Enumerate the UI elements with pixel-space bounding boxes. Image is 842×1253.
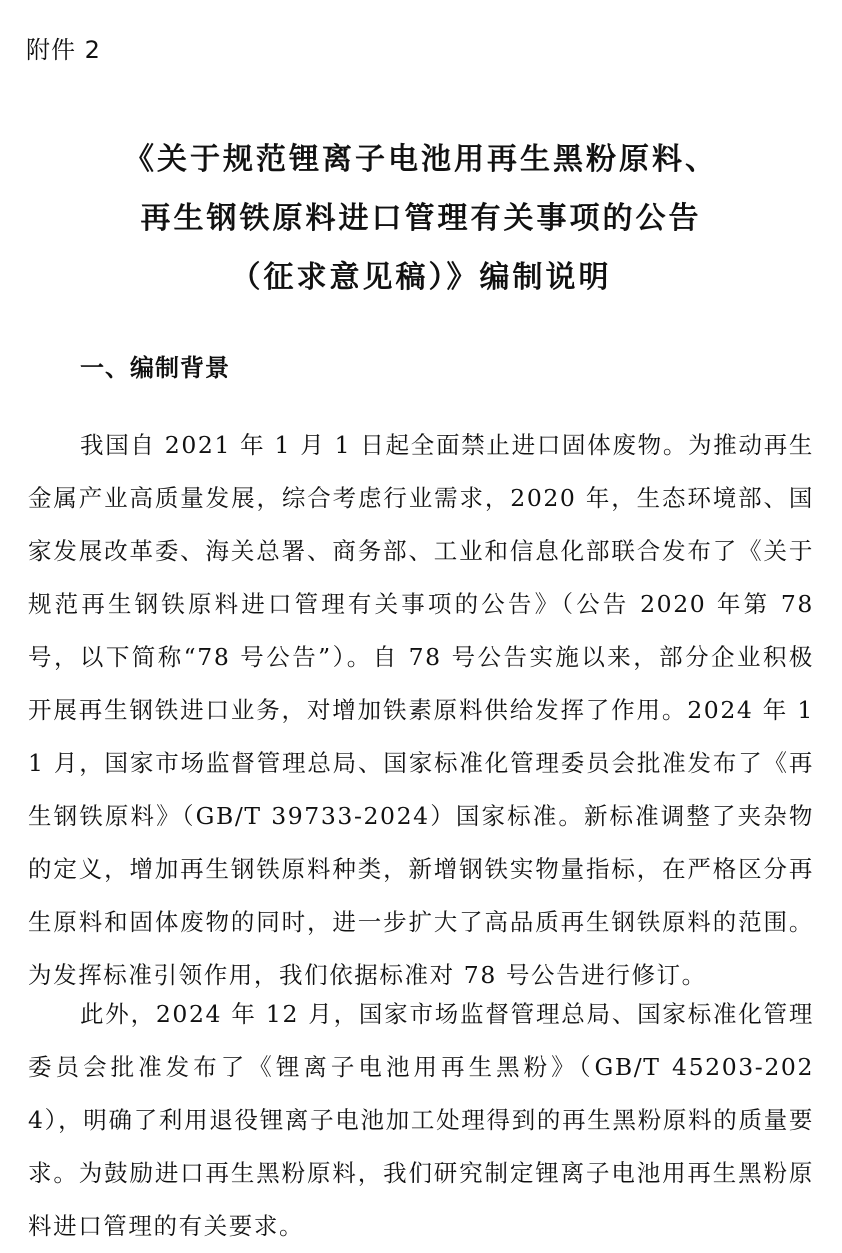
body-paragraph-2: 此外，2024 年 12 月，国家市场监督管理总局、国家标准化管理委员会批准发布了《锂离子电池用再生黑粉》（GB/T 45203-2024），明确了利用退役锂离子电池加工处理得到的再生黑粉原料的质量要求。为鼓励进口再生黑粉原料，我们研究制定锂离子电池用再生黑粉原料进口管理的有关要求。	[28, 999, 814, 1240]
body-paragraph-1: 我国自 2021 年 1 月 1 日起全面禁止进口固体废物。为推动再生金属产业高质量发展，综合考虑行业需求，2020 年，生态环境部、国家发展改革委、海关总署、商务部、工业和信息化部联合发布了《关于规范再生钢铁原料进口管理有关事项的公告》（公告 2020 年第 78 号，以下简称“78 号公告”）。自 78 号公告实施以来，部分企业积极开展再生钢铁进口业务，对增加铁素原料供给发挥了作用。2024 年 11 月，国家市场监督管理总局、国家标准化管理委员会批准发布了《再生钢铁原料》（GB/T 39733-2024）国家标准。新标准调整了夹杂物的定义，增加再生钢铁原料种类，新增钢铁实物量指标，在严格区分再生原料和固体废物的同时，进一步扩大了高品质再生钢铁原料的范围。为发挥标准引领作用，我们依据标准对 78 号公告进行修订。	[28, 430, 814, 989]
document-title	[0, 130, 842, 307]
title-line-2: 再生钢铁原料进口管理有关事项的公告	[140, 201, 702, 236]
section-heading: 一、编制背景	[80, 354, 230, 382]
title-line-3: （征求意见稿）》编制说明	[230, 260, 612, 295]
title-line-1: 《关于规范锂离子电池用再生黑粉原料、	[124, 142, 718, 177]
attachment-label: 附件 2	[26, 36, 101, 64]
